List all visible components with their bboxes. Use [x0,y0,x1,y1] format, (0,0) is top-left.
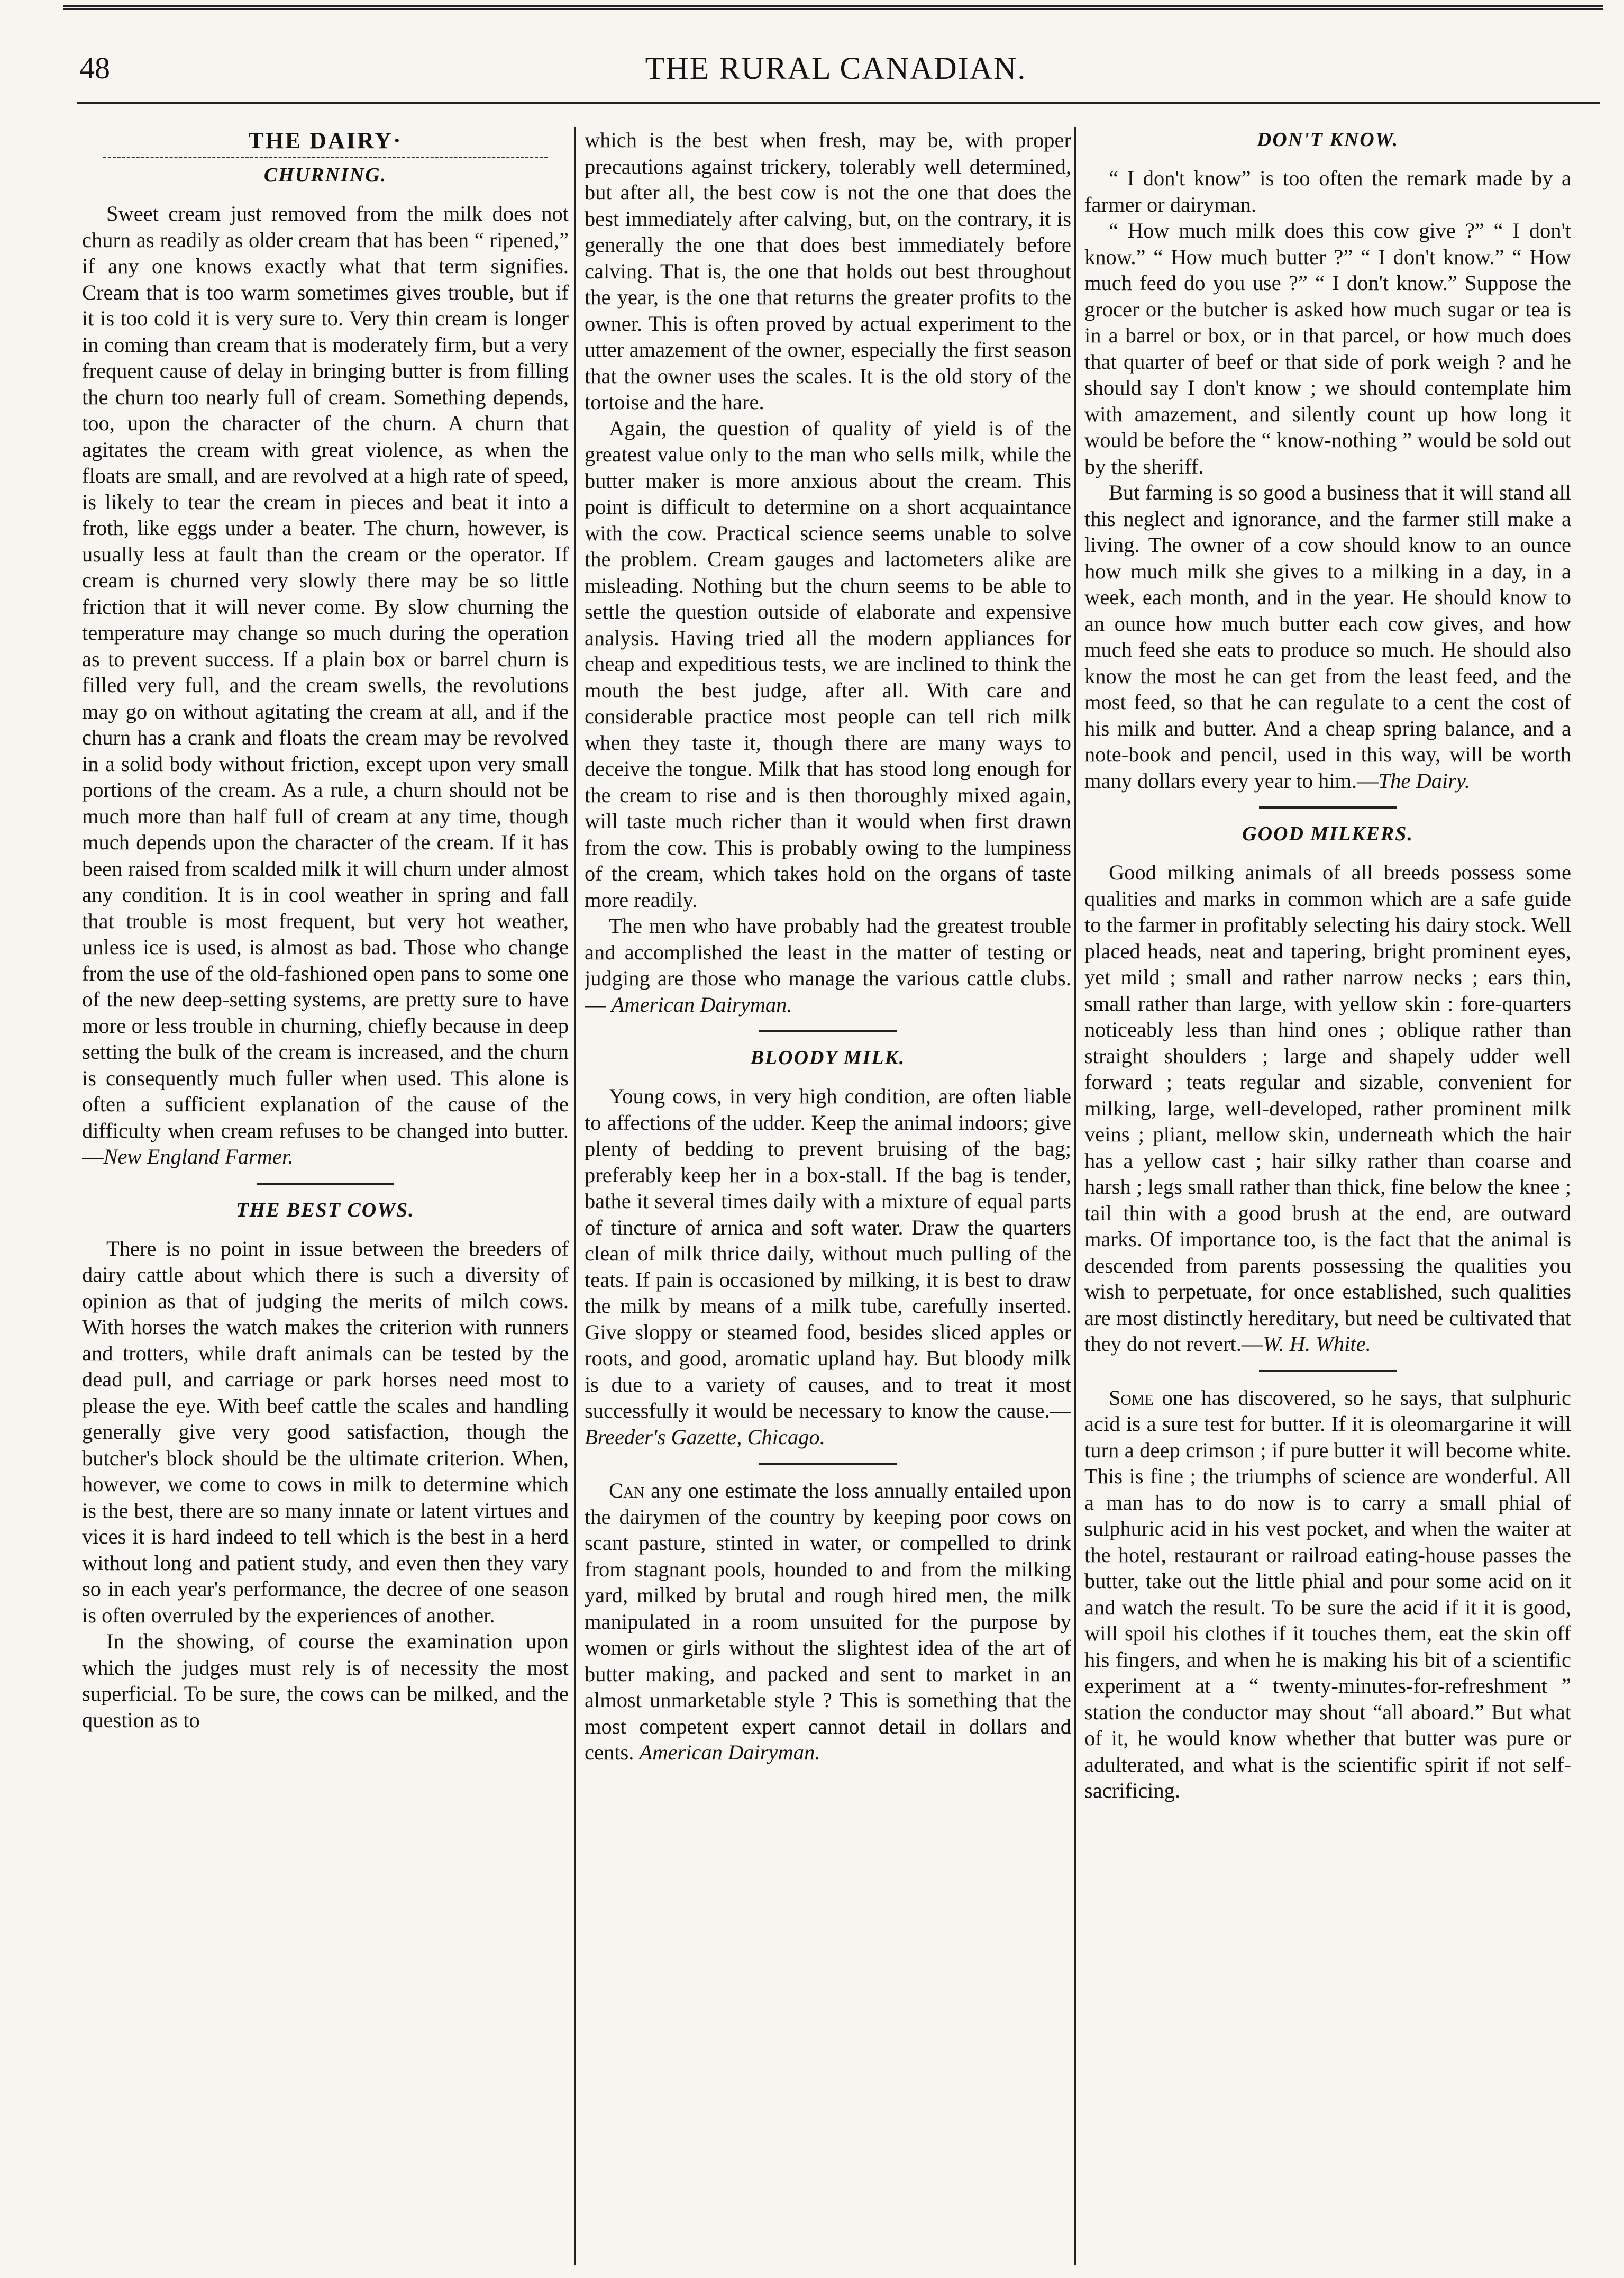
article-source: American Dairyman. [639,1740,820,1764]
column-1 [82,127,569,2265]
article-source: American Dairyman. [611,992,792,1017]
article-paragraph: Can any one estimate the loss annually entailed upon the dairymen of the country by keeping poor cows on scant pasture, stinted in water, or compelled to drink from stagnant pools, hounded to and from the milking yard, milked by brutal and rough hired men, the milk manipulated in a room unsuited for the purpose by women or girls without the slightest idea of the art of butter making, and packed and sent to market in an almost unmarketable style ? This is something that the most competent expert cannot detail in dollars and cents. American Dairyman. [585,1478,1071,1764]
article-source: Breeder's Gazette, Chicago. [585,1424,825,1449]
article-source: The Dairy. [1378,768,1470,793]
column-divider [1074,127,1076,2265]
article-paragraph: In the showing, of course the examination upon which the judges must rely is of necessity the most superficial. To be sure, the cows can be milked, and the question as to [82,1629,569,1732]
article-separator [1259,806,1397,809]
article-paragraph: “ I don't know” is too often the remark made by a farmer or dairyman. [1084,166,1571,216]
article-heading: THE BEST COWS. [236,1199,415,1221]
column-2 [585,127,1071,2265]
article-paragraph: Sweet cream just removed from the milk does not churn as readily as older cream that has been “ ripened,” if any one knows exactly what that term signifies. Cream that is too warm sometimes gives trouble, but if it is too cold it is very sure to. Very thin cream is longer in coming than cream that is moderately firm, but a very frequent cause of delay in bringing butter is from filling the churn too nearly full of cream. Something depends, too, upon the character of the churn. A churn that agitates the cream with great violence, as when the floats are small, and are revolved at a high rate of speed, is likely to tear the cream in pieces and beat it into a froth, like eggs under a beater. The churn, however, is usually less at fault than the cream or the operator. If cream is churned very slowly there may be so little friction that it will never come. By slow churning the temperature may change so much during the operation as to prevent success. If a plain box or barrel churn is filled very full, and the cream swells, the revolutions may go on without agitating the cream at all, and if the churn has a crank and floats the cream may be revolved in a solid body without friction, except upon very small portions of the cream. As a rule, a churn should not be much more than half full of cream at any time, though much depends upon the character of the cream. If it has been raised from scalded milk it will churn under almost any condition. It is in cool weather in spring and fall that trouble is most frequent, but very hot weather, unless ice is used, is almost as bad. Those who change from the use of the old-fashioned open pans to some one of the new deep-setting systems, are pretty sure to have more or less trouble in churning, chiefly because in deep setting the bulk of the cream is increased, and the churn is consequently much fuller when used. This alone is often a sufficient explanation of the cause of the difficulty when cream refuses to be changed into butter.—New England Farmer. [82,202,569,1168]
article-separator [1259,1370,1397,1372]
article-paragraph: The men who have probably had the greatest trouble and accomplished the least in the matter of testing or judging are those who manage the various cattle clubs. — American Dairyman. [585,914,1071,1017]
masthead-rule [77,102,1600,104]
lead-word: Some [1109,1385,1154,1410]
column-divider [574,127,576,2265]
article-paragraph: But farming is so good a business that it will stand all this neglect and ignorance, and the farmer still make a living. The owner of a cow should know to an ounce how much milk she gives to a milking in a day, in a week, each month, and in the year. He should know to an ounce how much butter each cow gives, and how much feed she eats to produce so much. He should also know the most he can get from the least feed, and the most feed, so that he can regulate to a cent the cost of his milk and butter. And a cheap spring balance, and a note-book and pencil, used in this way, will be worth many dollars every year to him.—The Dairy. [1084,480,1571,793]
article-heading: CHURNING. [263,164,387,186]
article-paragraph: Young cows, in very high condition, are often liable to affections of the udder. Keep the animal indoors; give plenty of bedding to prevent bruising of the bag; preferably keep her in a box-stall. If the bag is tender, bathe it several times daily with a mixture of equal parts of tincture of arnica and soft water. Draw the quarters clean of milk thrice daily, without much pulling of the teats. If pain is occasioned by milking, it is best to draw the milk by means of a milk tube, carefully inserted. Give sloppy or steamed food, besides sliced apples or roots, and good, aromatic upland hay. But bloody milk is due to a variety of causes, and to treat it most successfully it would be necessary to know the cause.—Breeder's Gazette, Chicago. [585,1084,1071,1449]
article-paragraph: There is no point in issue between the breeders of dairy cattle about which there is such a diversity of opinion as that of judging the merits of milch cows. With horses the watch makes the criterion with runners and trotters, while draft animals can be tested by the dead pull, and carriage or park horses need most to please the eye. With beef cattle the scales and handling generally give very good satisfaction, though the butcher's block should be the ultimate criterion. When, however, we come to cows in milk to determine which is the best, there are so many innate or latent virtues and vices it is hard indeed to tell which is the best in a herd without long and patient study, and even then they vary so in each year's performance, the decree of one season is often overruled by the experiences of another. [82,1236,569,1627]
article-paragraph: Good milking animals of all breeds possess some qualities and marks in common which are a safe guide to the farmer in profitably selecting his dairy stock. Well placed heads, neat and tapering, bright prominent eyes, yet mild ; small and rather narrow necks ; ears thin, small rather than large, with yellow skin : fore-quarters noticeably less than hind ones ; oblique rather than straight shoulders ; large and shapely udder well forward ; teats regular and sizable, convenient for milking, large, well-developed, rather prominent milk veins ; pliant, mellow skin, underneath which the hair has a yellow cast ; hair silky rather than coarse and harsh ; legs small rather than thick, fine below the knee ; tail thin with a good brush at the end, are outward marks. Of importance too, is the fact that the animal is descended from parents possessing the qualities you wish to perpetuate, for once established, such qualities are most distinctly hereditary, but need be cultivated that they do not revert.—W. H. White. [1084,860,1571,1356]
article-heading: DON'T KNOW. [1256,129,1399,151]
article-paragraph: “ How much milk does this cow give ?” “ I don't know.” “ How much butter ?” “ I don't know.” “ How much feed do you use ?” “ I don't know.” Suppose the grocer or the butcher is asked how much sugar or tea is in a barrel or box, or in that parcel, or how much does that quarter of beef or that side of pork weigh ? and he should say I don't know ; we should contemplate him with amazement, and silently count up how long it would be before the “ know-nothing ” would be sold out by the sheriff. [1084,219,1571,478]
article-heading: BLOODY MILK. [750,1047,906,1069]
department-heading: THE DAIRY· [248,128,403,153]
department-rule [103,157,548,158]
page-number: 48 [79,51,110,85]
top-border-rule [63,5,1603,10]
masthead-title: THE RURAL CANADIAN. [645,51,1027,86]
column-3 [1084,127,1571,2265]
article-source: New England Farmer. [103,1145,294,1168]
article-paragraph: Again, the question of quality of yield is of the greatest value only to the man who sells milk, while the butter maker is more anxious about the cream. This point is difficult to determine on a short acquaintance with the cow. Practical science seems unable to solve the problem. Cream gauges and lactometers alike are misleading. Nothing but the churn seems to be able to settle the question outside of elaborate and expensive analysis. Having tried all the modern appliances for cheap and expeditious tests, we are inclined to think the mouth the best judge, after all. With care and considerable practice most people can tell rich milk when they taste it, though there are many ways to deceive the tongue. Milk that has stood long enough for the cream to rise and is then thoroughly mixed again, will taste much richer than it would when first drawn from the cow. This is probably owing to the lumpiness of the cream, which takes hold on the organs of taste more readily. [585,416,1071,912]
masthead [79,50,1592,98]
article-source: W. H. White. [1263,1332,1371,1356]
article-paragraph: which is the best when fresh, may be, with proper precautions against trickery, tolerably well determined, but after all, the best cow is not the one that does the best immediately after calving, but, on the contrary, it is generally the one that does best immediately before calving. That is, the one that holds out best throughout the year, is the one that returns the greater profits to the owner. This is often proved by actual experiment to the utter amazement of the owner, especially the first season that the owner uses the scales. It is the old story of the tortoise and the hare. [585,128,1071,414]
article-separator [759,1463,897,1465]
article-heading: GOOD MILKERS. [1242,823,1413,845]
article-separator [759,1030,897,1032]
lead-word: Can [609,1478,645,1502]
article-separator [257,1183,394,1185]
article-paragraph: Some one has discovered, so he says, that sulphuric acid is a sure test for butter. If it is oleomargarine it will turn a deep crimson ; if pure butter it will become white. This is fine ; the triumphs of science are wonderful. All a man has to do now is to carry a small phial of sulphuric acid in his vest pocket, and when the waiter at the hotel, restaurant or railroad eating-house passes the butter, take out the little phial and pour some acid on it and watch the result. To be sure the acid if it it is good, will spoil his clothes if it touches them, eat the skin off his fingers, and when he is making his bit of a scientific experiment at a “ twenty-minutes-for-refreshment ” station the conductor may shout “all aboard.” But what of it, he would know whether that butter was pure or adulterated, and what is the scientific spirit if not self-sacrificing. [1084,1385,1571,1802]
